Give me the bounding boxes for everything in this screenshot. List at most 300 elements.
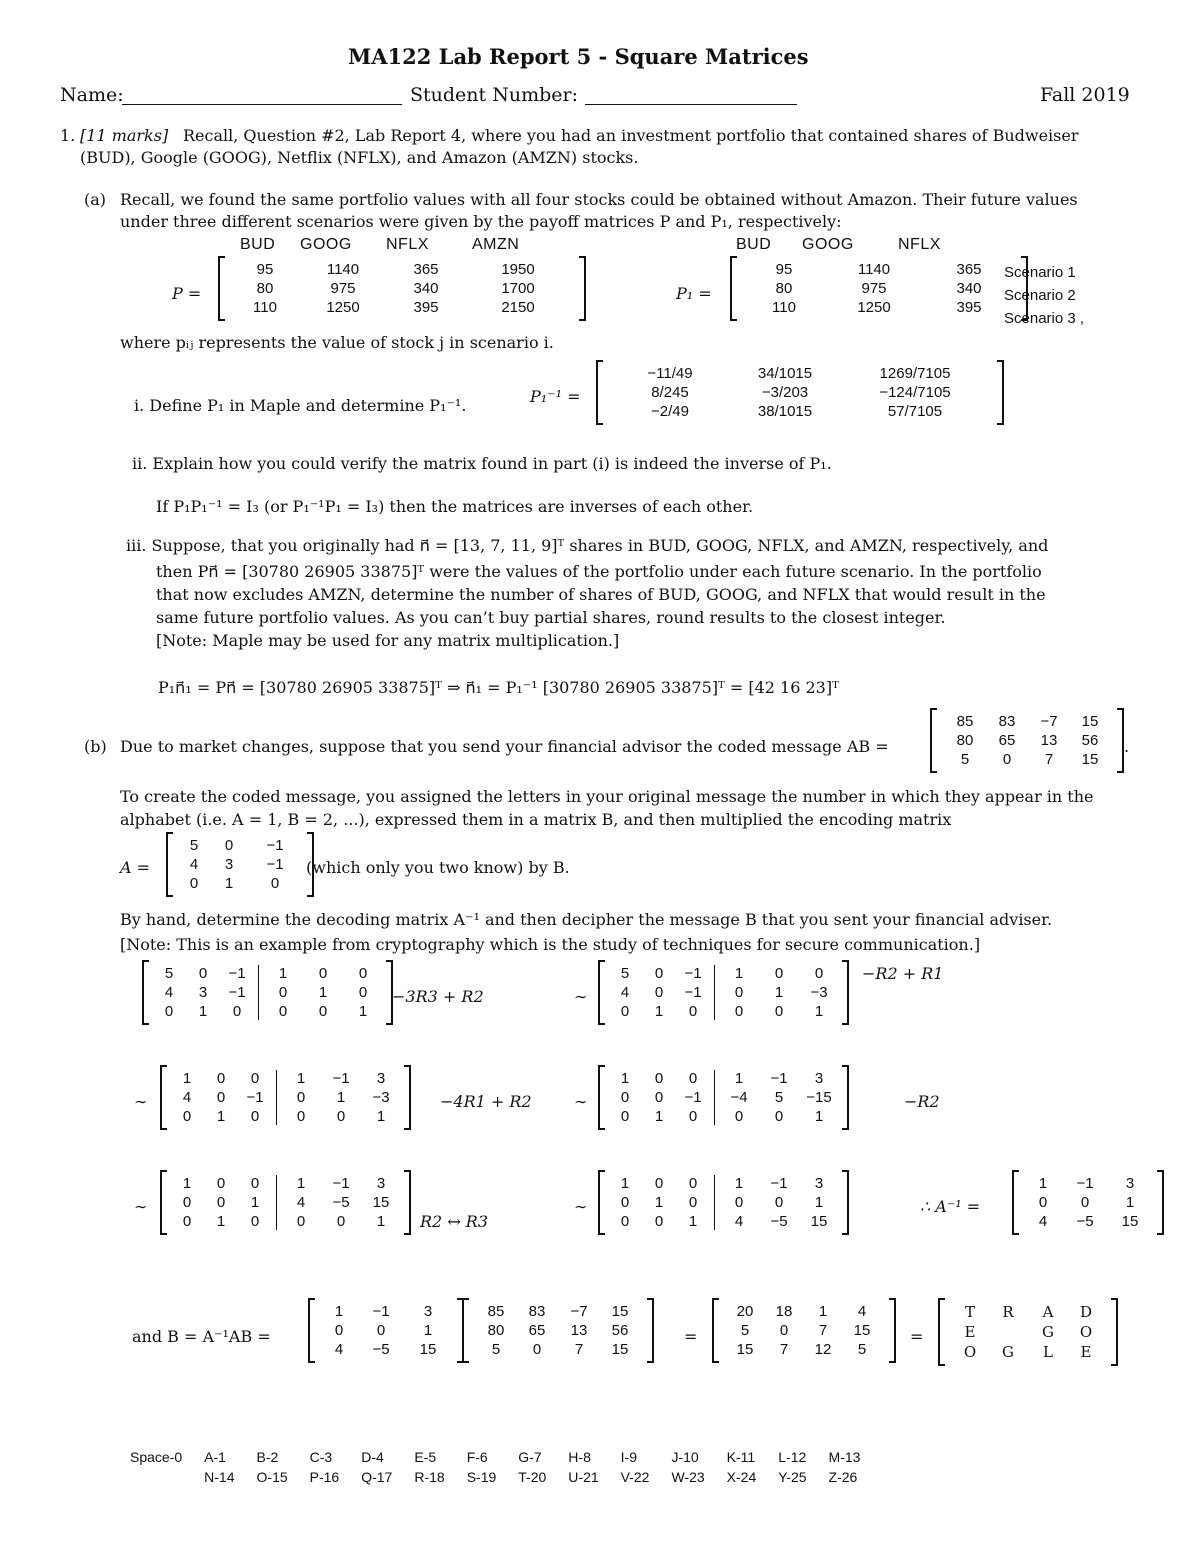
matrix-entry: 3 <box>423 1303 433 1320</box>
matrix-entry: 0 <box>654 1089 664 1106</box>
matrix-entry: 0 <box>620 1213 630 1230</box>
a-matrix-label: A = <box>120 858 151 877</box>
matrix-entry: 1950 <box>501 261 535 278</box>
matrix-entry: 4 <box>164 984 174 1001</box>
matrix-entry: 4 <box>334 1341 344 1358</box>
cipher-entry: A-1 <box>204 1449 226 1465</box>
matrix-entry: 1250 <box>857 299 891 316</box>
matrix-entry: 1 <box>296 1175 306 1192</box>
matrix-entry: 15 <box>419 1341 437 1358</box>
p1-header: NFLX <box>898 236 941 253</box>
equivalence-sign: ∼ <box>134 1197 148 1216</box>
row-operation: −R2 <box>904 1092 940 1111</box>
matrix-entry: 340 <box>956 280 982 297</box>
cipher-entry: I-9 <box>620 1449 637 1465</box>
matrix-entry: 1 <box>1038 1175 1048 1192</box>
matrix-entry: 0 <box>270 875 280 892</box>
student-number-field[interactable] <box>585 104 797 105</box>
matrix-entry: 0 <box>654 1070 664 1087</box>
equivalence-sign: ∼ <box>574 1197 588 1216</box>
matrix-entry: 5 <box>740 1322 750 1339</box>
period: . <box>1124 737 1130 756</box>
matrix-entry: 0 <box>182 1194 192 1211</box>
matrix-entry: 83 <box>998 713 1016 730</box>
cipher-key <box>130 1449 882 1485</box>
matrix-entry: 0 <box>654 984 664 1001</box>
matrix-entry: 0 <box>336 1213 346 1230</box>
matrix-entry: 0 <box>734 984 744 1001</box>
matrix-entry: 0 <box>620 1108 630 1125</box>
a-inverse-factor-matrix <box>308 1300 464 1361</box>
cipher-entry: V-22 <box>620 1469 650 1485</box>
matrix-entry: 15 <box>736 1341 754 1358</box>
matrix-entry: 1 <box>296 1070 306 1087</box>
matrix-entry: 110 <box>253 299 277 316</box>
cipher-entry: P-16 <box>309 1469 340 1485</box>
augmented-matrix <box>160 1172 411 1233</box>
cipher-entry: C-3 <box>309 1449 333 1465</box>
augment-bar <box>258 965 259 1020</box>
part-iii-text1: iii. Suppose, that you originally had n⃗ = [13, 7, 11, 9]ᵀ shares in BUD, GOOG, NFLX, and AMZN, respectively, and <box>126 536 1049 555</box>
p1-header: GOOG <box>802 236 854 253</box>
augmented-left <box>608 965 710 1020</box>
matrix-entry: 0 <box>296 1108 306 1125</box>
matrix-entry: 5 <box>960 751 970 768</box>
matrix-entry: 34/1015 <box>757 365 813 382</box>
cipher-entry: R-18 <box>414 1469 445 1485</box>
matrix-entry: 1 <box>216 1213 226 1230</box>
matrix-entry: 0 <box>1038 1194 1048 1211</box>
matrix-entry: 38/1015 <box>757 403 813 420</box>
matrix-entry: −7 <box>1040 713 1058 730</box>
name-field[interactable] <box>122 104 402 105</box>
term-label: Fall 2019 <box>1040 84 1130 106</box>
cipher-entry: Z-26 <box>828 1469 858 1485</box>
p1-label: P₁ = <box>676 284 712 303</box>
matrix-entry: 0 <box>358 965 368 982</box>
matrix-entry: 0 <box>620 1194 630 1211</box>
matrix-entry: R <box>1002 1303 1014 1321</box>
part-ii-text: ii. Explain how you could verify the matrix found in part (i) is indeed the inverse of P₁. <box>132 454 832 473</box>
matrix-entry: 13 <box>1040 732 1058 749</box>
matrix-entry: 0 <box>216 1089 226 1106</box>
matrix-entry: 83 <box>528 1303 546 1320</box>
matrix-entry: 0 <box>318 965 328 982</box>
matrix-entry: 80 <box>487 1322 505 1339</box>
matrix-entry: 0 <box>216 1175 226 1192</box>
matrix-entry: 0 <box>334 1322 344 1339</box>
numeric-message-matrix <box>712 1300 896 1361</box>
augmented-matrix <box>142 962 393 1023</box>
matrix-entry: 80 <box>775 280 793 297</box>
p-header: GOOG <box>300 236 352 253</box>
matrix-entry: 15 <box>1081 751 1099 768</box>
cipher-entry: D-4 <box>361 1449 384 1465</box>
augmented-matrix <box>598 1172 849 1233</box>
augmented-matrix <box>598 962 849 1023</box>
q1-intro-line1: Recall, Question #2, Lab Report 4, where you had an investment portfolio that contained shares of Budweiser <box>183 126 1079 145</box>
matrix-entry: 1 <box>198 1003 208 1020</box>
matrix-entry: 0 <box>654 1175 664 1192</box>
part-ii-answer: If P₁P₁⁻¹ = I₃ (or P₁⁻¹P₁ = I₃) then the matrices are inverses of each other. <box>156 497 754 516</box>
matrix-entry: 15 <box>611 1341 629 1358</box>
part-iii-text4: same future portfolio values. As you can’t buy partial shares, round results to the closest integer. <box>156 608 946 627</box>
matrix-entry: 3 <box>814 1070 824 1087</box>
matrix-entry: 110 <box>772 299 796 316</box>
matrix-entry: −2/49 <box>651 403 689 420</box>
matrix-entry: −1 <box>1076 1175 1094 1192</box>
matrix-entry: 0 <box>1080 1194 1090 1211</box>
matrix-entry: 12 <box>814 1341 832 1358</box>
matrix-entry: 1 <box>334 1303 344 1320</box>
matrix-entry: 0 <box>774 1003 784 1020</box>
matrix-entry: 0 <box>278 984 288 1001</box>
matrix-entry: 1 <box>318 984 328 1001</box>
part-a-text1: Recall, we found the same portfolio values with all four stocks could be obtained without Amazon. Their future values <box>120 190 1078 209</box>
scenario-label: Scenario 1 <box>1004 264 1076 281</box>
matrix-entry: 0 <box>688 1108 698 1125</box>
matrix-entry: G <box>1002 1343 1014 1361</box>
matrix-entry: 0 <box>278 1003 288 1020</box>
matrix-entry: 0 <box>734 1108 744 1125</box>
augment-bar <box>714 1175 715 1230</box>
matrix-entry: 7 <box>1044 751 1054 768</box>
matrix-entry: 56 <box>1081 732 1099 749</box>
matrix-entry: 85 <box>487 1303 505 1320</box>
matrix-entry: 1 <box>336 1089 346 1106</box>
matrix-entry: 0 <box>182 1213 192 1230</box>
matrix-entry: −1 <box>228 984 246 1001</box>
question-number: 1. <box>60 126 76 145</box>
matrix-entry: −15 <box>806 1089 832 1106</box>
matrix-entry: 7 <box>574 1341 584 1358</box>
part-iii-note: [Note: Maple may be used for any matrix multiplication.] <box>156 631 620 650</box>
augment-bar <box>714 1070 715 1125</box>
part-iii-text3: that now excludes AMZN, determine the number of shares of BUD, GOOG, and NFLX that would result in the <box>156 585 1046 604</box>
matrix-entry: −3 <box>810 984 828 1001</box>
cipher-entry: O-15 <box>256 1469 288 1485</box>
augmented-left <box>152 965 254 1020</box>
matrix-entry: 0 <box>216 1070 226 1087</box>
matrix-entry: 0 <box>620 1003 630 1020</box>
matrix-entry: −1 <box>770 1070 788 1087</box>
matrix-entry: T <box>964 1303 975 1321</box>
matrix-entry: −7 <box>570 1303 588 1320</box>
matrix-entry: 4 <box>182 1089 192 1106</box>
matrix-entry: −1 <box>372 1303 390 1320</box>
matrix-entry: 1 <box>774 984 784 1001</box>
equals-sign: = <box>684 1327 698 1346</box>
matrix-entry: A <box>1042 1303 1054 1321</box>
ab-matrix <box>930 710 1124 771</box>
matrix-entry: −1 <box>684 965 702 982</box>
matrix-entry: O <box>963 1343 977 1361</box>
matrix-entry: 1 <box>250 1194 260 1211</box>
matrix-entry: 1 <box>1125 1194 1135 1211</box>
cipher-entry: K-11 <box>726 1449 756 1465</box>
augment-bar <box>276 1175 277 1230</box>
equivalence-sign: ∼ <box>134 1092 148 1111</box>
matrix-entry: 1 <box>216 1108 226 1125</box>
matrix-entry: 15 <box>853 1322 871 1339</box>
cipher-entry: Y-25 <box>778 1469 807 1485</box>
matrix-entry: 2150 <box>501 299 535 316</box>
matrix-entry: 365 <box>956 261 982 278</box>
augmented-right <box>263 965 383 1020</box>
augment-bar <box>714 965 715 1020</box>
part-a-label: (a) <box>84 190 107 209</box>
matrix-entry: 1 <box>376 1213 386 1230</box>
matrix-entry: 0 <box>688 1175 698 1192</box>
matrix-entry: 3 <box>814 1175 824 1192</box>
matrix-entry: 4 <box>734 1213 744 1230</box>
matrix-entry: 7 <box>779 1341 789 1358</box>
cipher-entry: G-7 <box>518 1449 542 1465</box>
matrix-entry: 1 <box>182 1175 192 1192</box>
matrix-entry: 1 <box>814 1194 824 1211</box>
matrix-entry: 0 <box>814 965 824 982</box>
matrix-entry: 1 <box>814 1003 824 1020</box>
where-text: where pᵢⱼ represents the value of stock j in scenario i. <box>120 333 554 352</box>
a-matrix-note: (which only you two know) by B. <box>306 858 570 877</box>
cipher-entry: F-6 <box>466 1449 488 1465</box>
name-label: Name: <box>60 84 124 106</box>
matrix-entry: 395 <box>956 299 982 316</box>
augmented-left <box>608 1070 710 1125</box>
matrix-entry: 0 <box>774 1108 784 1125</box>
matrix-entry: 65 <box>998 732 1016 749</box>
augmented-left <box>608 1175 710 1230</box>
matrix-entry: E <box>1080 1343 1092 1361</box>
equals-sign: = <box>910 1327 924 1346</box>
matrix-entry: 5 <box>164 965 174 982</box>
matrix-entry: 0 <box>250 1070 260 1087</box>
matrix-entry: −124/7105 <box>879 384 951 401</box>
matrix-entry: 1 <box>734 1175 744 1192</box>
ab-factor-matrix <box>462 1300 654 1361</box>
augmented-right <box>719 1175 839 1230</box>
matrix-entry: 85 <box>956 713 974 730</box>
matrix-entry: 13 <box>570 1322 588 1339</box>
p-column-headers <box>240 236 560 254</box>
matrix-entry: −1 <box>684 984 702 1001</box>
cipher-entry: B-2 <box>256 1449 279 1465</box>
augmented-matrix <box>160 1067 411 1128</box>
matrix-entry: 1 <box>734 965 744 982</box>
p-header: BUD <box>240 236 276 253</box>
matrix-entry: 340 <box>413 280 439 297</box>
p1-matrix <box>730 258 1028 319</box>
p-matrix <box>218 258 586 319</box>
a-inverse-matrix <box>1012 1172 1164 1233</box>
matrix-entry: 4 <box>620 984 630 1001</box>
matrix-entry: 0 <box>296 1089 306 1106</box>
equivalence-sign: ∼ <box>574 1092 588 1111</box>
cipher-entry: T-20 <box>518 1469 547 1485</box>
p-label: P = <box>172 284 202 303</box>
matrix-entry: 5 <box>620 965 630 982</box>
matrix-entry: 5 <box>189 837 199 854</box>
row-operation: −4R1 + R2 <box>440 1092 532 1111</box>
matrix-entry: 0 <box>734 1194 744 1211</box>
matrix-entry: 0 <box>296 1213 306 1230</box>
part-iii-text2: then Pn⃗ = [30780 26905 33875]ᵀ were the values of the portfolio under each future scenario. In the portfolio <box>156 562 1042 581</box>
matrix-entry: 0 <box>779 1322 789 1339</box>
matrix-entry: 3 <box>376 1070 386 1087</box>
part-i-text: i. Define P₁ in Maple and determine P₁⁻¹. <box>134 396 467 415</box>
p-header: AMZN <box>472 236 520 253</box>
matrix-entry: 0 <box>318 1003 328 1020</box>
matrix-entry: 3 <box>376 1175 386 1192</box>
matrix-entry: E <box>964 1323 976 1341</box>
matrix-entry: 0 <box>688 1070 698 1087</box>
decoded-message-matrix <box>938 1300 1118 1364</box>
row-operation: R2 ↔ R3 <box>420 1212 489 1231</box>
matrix-entry: 4 <box>857 1303 867 1320</box>
matrix-entry: 1 <box>818 1303 828 1320</box>
matrix-entry: 395 <box>413 299 439 316</box>
matrix-entry: 1 <box>358 1003 368 1020</box>
scenario-label: Scenario 3 , <box>1004 310 1085 327</box>
p1-column-headers <box>736 236 976 254</box>
matrix-entry: 3 <box>198 984 208 1001</box>
matrix-entry: 1 <box>278 965 288 982</box>
cipher-entry: N-14 <box>204 1469 235 1485</box>
matrix-entry: 1 <box>734 1070 744 1087</box>
matrix-entry: 15 <box>1081 713 1099 730</box>
matrix-entry: 1700 <box>501 280 535 297</box>
matrix-entry: 65 <box>528 1322 546 1339</box>
cipher-entry <box>130 1469 182 1485</box>
matrix-entry: 0 <box>336 1108 346 1125</box>
matrix-entry: −1 <box>332 1070 350 1087</box>
matrix-entry: −1 <box>684 1089 702 1106</box>
matrix-entry: 8/245 <box>651 384 689 401</box>
matrix-entry: 1 <box>654 1108 664 1125</box>
matrix-entry: 0 <box>532 1341 542 1358</box>
matrix-entry: 1 <box>224 875 234 892</box>
matrix-entry: 3 <box>1125 1175 1135 1192</box>
a-matrix <box>166 834 314 895</box>
matrix-entry: 0 <box>164 1003 174 1020</box>
matrix-entry: 1140 <box>326 261 360 278</box>
matrix-entry: −1 <box>266 837 284 854</box>
row-operation: −3R3 + R2 <box>392 987 484 1006</box>
augmented-left <box>170 1175 272 1230</box>
matrix-entry: 0 <box>250 1213 260 1230</box>
matrix-entry: 1 <box>654 1194 664 1211</box>
cipher-entry: S-19 <box>466 1469 497 1485</box>
matrix-entry: 1 <box>654 1003 664 1020</box>
matrix-entry: 0 <box>654 965 664 982</box>
augmented-right <box>281 1070 401 1125</box>
matrix-entry: −5 <box>770 1213 788 1230</box>
matrix-entry: 975 <box>861 280 887 297</box>
matrix-entry: 1 <box>182 1070 192 1087</box>
augment-bar <box>276 1070 277 1125</box>
matrix-entry: 1 <box>814 1108 824 1125</box>
matrix-entry: 0 <box>376 1322 386 1339</box>
marks: [11 marks] <box>80 126 169 145</box>
matrix-entry: 0 <box>189 875 199 892</box>
augmented-right <box>719 1070 839 1125</box>
matrix-entry: 15 <box>372 1194 390 1211</box>
matrix-entry: −4 <box>730 1089 748 1106</box>
matrix-entry: 95 <box>775 261 793 278</box>
scenario-label: Scenario 2 <box>1004 287 1076 304</box>
page-title: MA122 Lab Report 5 - Square Matrices <box>348 44 809 69</box>
matrix-entry: 0 <box>734 1003 744 1020</box>
cipher-entry: E-5 <box>414 1449 437 1465</box>
final-label: and B = A⁻¹AB = <box>132 1327 271 1346</box>
matrix-entry: −1 <box>228 965 246 982</box>
matrix-entry: G <box>1042 1323 1054 1341</box>
matrix-entry: 0 <box>250 1175 260 1192</box>
matrix-entry: 18 <box>775 1303 793 1320</box>
matrix-entry: 0 <box>774 1194 784 1211</box>
matrix-entry: L <box>1043 1343 1053 1361</box>
matrix-entry: 975 <box>330 280 356 297</box>
matrix-entry: 0 <box>216 1194 226 1211</box>
matrix-entry: 1269/7105 <box>879 365 951 382</box>
matrix-entry: 1 <box>688 1213 698 1230</box>
p1-inverse-label: P₁⁻¹ = <box>530 387 581 406</box>
part-b-text3: alphabet (i.e. A = 1, B = 2, ...), expressed them in a matrix B, and then multiplied the encoding matrix <box>120 810 952 829</box>
matrix-entry: 95 <box>256 261 274 278</box>
part-b-note: [Note: This is an example from cryptography which is the study of techniques for secure communication.] <box>120 935 981 954</box>
matrix-entry: 20 <box>736 1303 754 1320</box>
matrix-entry: 365 <box>413 261 439 278</box>
matrix-entry: 0 <box>1002 751 1012 768</box>
part-a-text2: under three different scenarios were given by the payoff matrices P and P₁, respectively: <box>120 212 842 231</box>
matrix-entry: 7 <box>818 1322 828 1339</box>
cipher-entry: X-24 <box>726 1469 757 1485</box>
matrix-entry: 0 <box>688 1003 698 1020</box>
cipher-entry: L-12 <box>778 1449 807 1465</box>
matrix-entry: 3 <box>224 856 234 873</box>
matrix-entry: −3/203 <box>761 384 809 401</box>
matrix-entry: 5 <box>857 1341 867 1358</box>
cipher-entry: Q-17 <box>361 1469 393 1485</box>
p1-header: BUD <box>736 236 772 253</box>
a-inverse-label: ∴ A⁻¹ = <box>920 1197 981 1216</box>
matrix-entry: 15 <box>611 1303 629 1320</box>
matrix-entry: 0 <box>250 1108 260 1125</box>
matrix-entry: 1 <box>376 1108 386 1125</box>
matrix-entry: 1140 <box>857 261 891 278</box>
matrix-entry: −5 <box>1076 1213 1094 1230</box>
part-b-text2: To create the coded message, you assigned the letters in your original message the number in which they appear in the <box>120 787 1094 806</box>
matrix-entry: −11/49 <box>647 365 693 382</box>
matrix-entry: O <box>1079 1323 1093 1341</box>
matrix-entry: 0 <box>620 1089 630 1106</box>
matrix-entry: 1 <box>620 1175 630 1192</box>
cipher-entry: H-8 <box>568 1449 591 1465</box>
matrix-entry: 57/7105 <box>887 403 943 420</box>
row-operation: −R2 + R1 <box>862 964 944 983</box>
matrix-entry: 5 <box>774 1089 784 1106</box>
augmented-matrix <box>598 1067 849 1128</box>
part-b-label: (b) <box>84 737 107 756</box>
cipher-entry: W-23 <box>671 1469 705 1485</box>
matrix-entry: −1 <box>246 1089 264 1106</box>
matrix-entry: 5 <box>491 1341 501 1358</box>
augmented-right <box>281 1175 401 1230</box>
cipher-entry: J-10 <box>671 1449 699 1465</box>
part-iii-answer: P₁n⃗₁ = Pn⃗ = [30780 26905 33875]ᵀ ⇒ n⃗₁ = P₁⁻¹ [30780 26905 33875]ᵀ = [42 16 23]ᵀ <box>158 678 839 697</box>
q1-intro-line2: (BUD), Google (GOOG), Netflix (NFLX), and Amazon (AMZN) stocks. <box>80 148 639 167</box>
matrix-entry: 56 <box>611 1322 629 1339</box>
